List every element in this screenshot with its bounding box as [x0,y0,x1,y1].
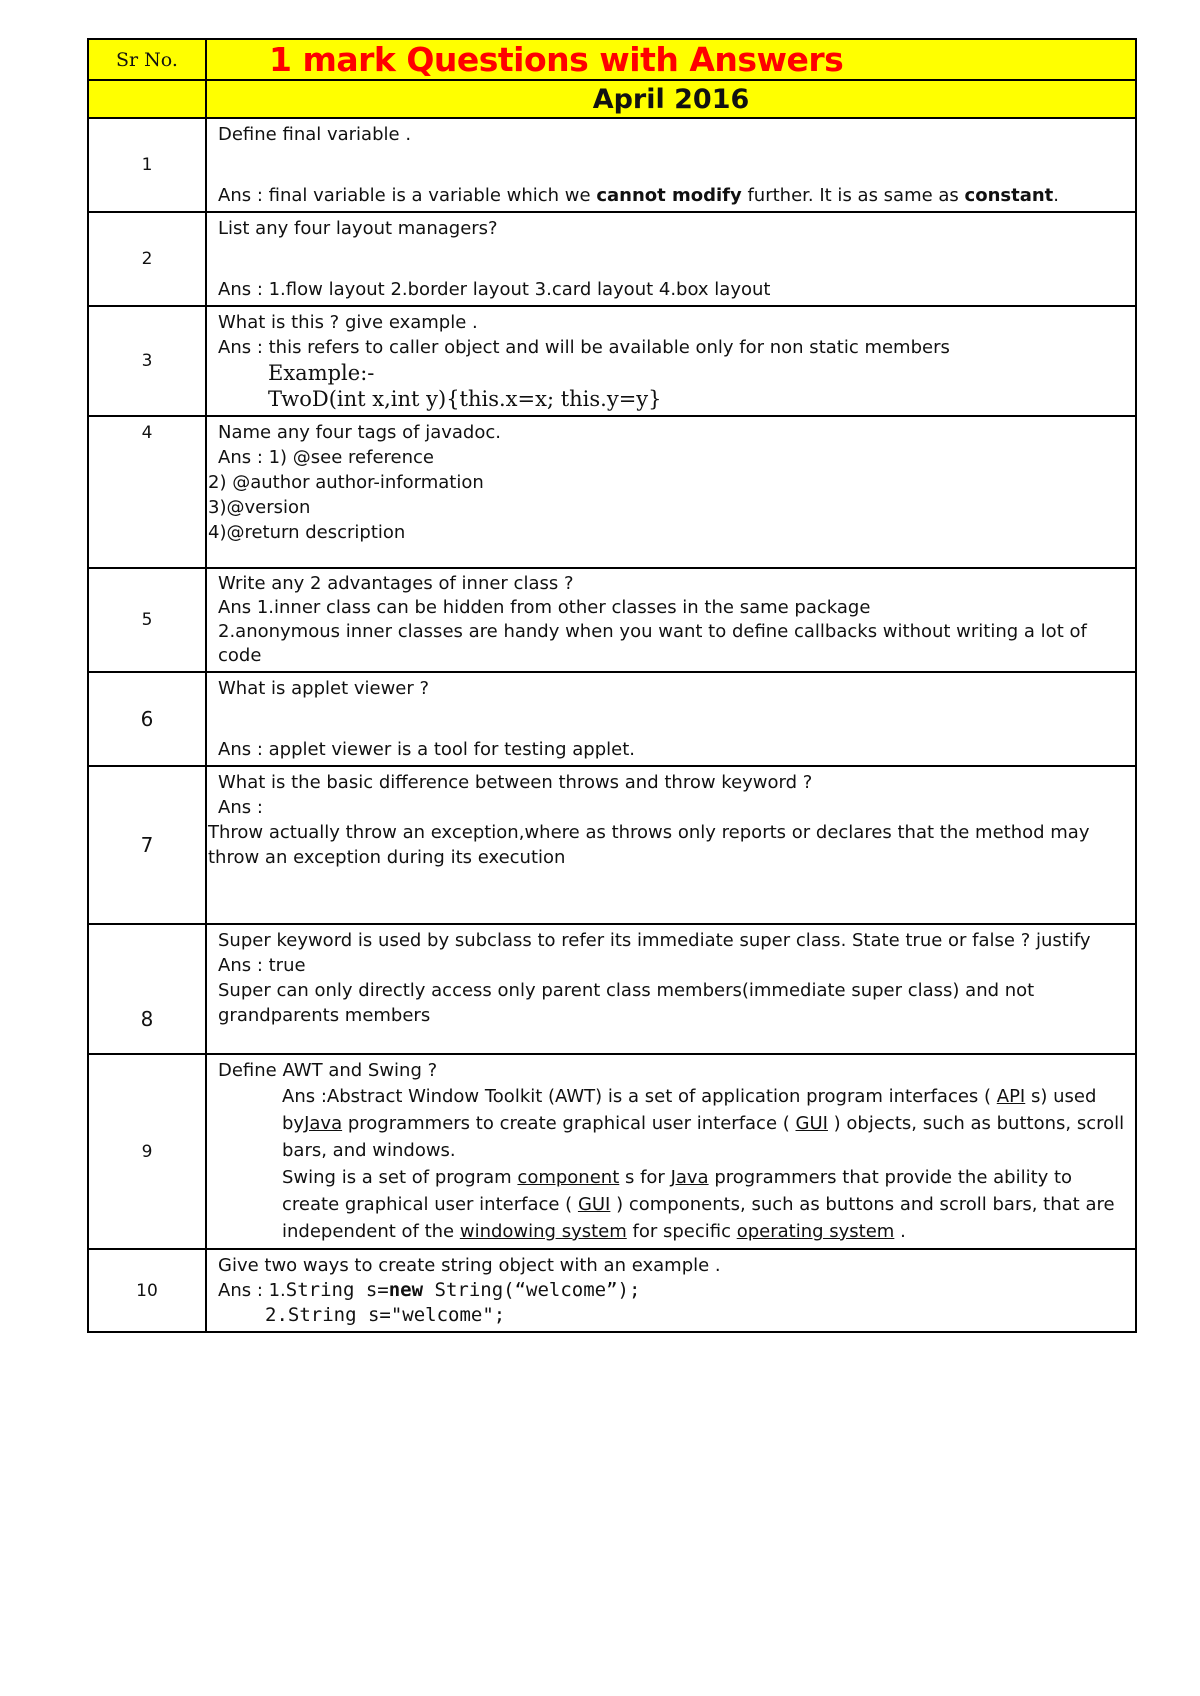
table-row [88,118,1136,212]
table-row [88,1054,1136,1249]
link-gui[interactable]: GUI [795,1113,828,1134]
row-number: 3 [88,306,206,416]
page-title: 1 mark Questions with Answers [206,39,1136,80]
table-row [88,672,1136,766]
srno-header-blank [88,80,206,118]
answer-line: Ans 1.inner class can be hidden from other classes in the same package [218,597,871,618]
question-text: What is applet viewer ? [218,678,430,699]
table-row [88,306,1136,416]
answer-text: Ans : final variable is a variable which we cannot modify further. It is as same as constant. [218,185,1060,206]
answer-line: 2.anonymous inner classes are handy when you want to define callbacks without writing a lot of code [218,621,1087,666]
question-text: Write any 2 advantages of inner class ? [218,573,574,594]
question-cell [206,118,1136,212]
row-number: 10 [88,1249,206,1332]
link-api[interactable]: API [996,1086,1026,1107]
link-operating-system[interactable]: operating system [736,1221,895,1242]
table-row [88,924,1136,1054]
example-label: Example:- [268,361,375,385]
row-number: 6 [88,672,206,766]
page-subtitle: April 2016 [206,80,1136,118]
row-number: 4 [88,416,206,568]
link-java[interactable]: Java [670,1167,709,1188]
question-text: What is this ? give example . [218,312,478,333]
answer-line: Throw actually throw an exception,where as throws only reports or declares that the method may throw an exception during its execution [208,822,1090,868]
row-number: 8 [88,924,206,1054]
answer-label: Ans : [218,797,263,818]
answer-text: Ans : this refers to caller object and will be available only for non static members [218,337,950,358]
row-number: 1 [88,118,206,212]
table-row [88,212,1136,306]
table-row [88,568,1136,672]
question-text: Define AWT and Swing ? [218,1060,438,1081]
header-row [88,39,1136,80]
answer-line: 2.String s="welcome"; [265,1304,506,1326]
answer-line: Ans : 1) @see reference [218,447,434,468]
answer-line: 3)@version [208,497,311,518]
link-component[interactable]: component [517,1167,620,1188]
question-text: Name any four tags of javadoc. [218,422,501,443]
question-cell [206,766,1136,924]
row-number: 5 [88,568,206,672]
link-java[interactable]: Java [304,1113,343,1134]
answer-label: Ans : true [218,955,306,976]
questions-table [87,38,1137,1333]
question-text: Super keyword is used by subclass to refer its immediate super class. State true or false ? justify [218,930,1091,951]
question-cell [206,416,1136,568]
answer-line: Super can only directly access only parent class members(immediate super class) and not grandparents members [218,980,1035,1026]
question-cell [206,306,1136,416]
answer-line: 2) @author author-information [208,472,484,493]
question-cell [206,568,1136,672]
row-number: 2 [88,212,206,306]
answer-line: 4)@return description [208,522,406,543]
row-number: 9 [88,1054,206,1249]
awt-paragraph: Ans :Abstract Window Toolkit (AWT) is a set of application program interfaces ( API s) used byJava programmers to create graphical user interface ( GUI ) objects, such as buttons, scroll bars, and windows. [282,1086,1125,1161]
link-windowing-system[interactable]: windowing system [459,1221,627,1242]
link-gui[interactable]: GUI [577,1194,611,1215]
srno-header: Sr No. [88,39,206,80]
swing-paragraph: Swing is a set of program component s for Java programmers that provide the ability to create graphical user interface ( GUI ) components, such as buttons and scroll bars, that are independent of the windowing system for specific operating system . [282,1167,1115,1242]
question-cell [206,924,1136,1054]
example-code: TwoD(int x,int y){this.x=x; this.y=y} [268,387,662,411]
question-text: Give two ways to create string object with an example . [218,1255,721,1276]
subheader-row [88,80,1136,118]
answer-line: Ans : 1.String s=new String(“welcome”); [218,1279,641,1301]
question-text: Define final variable . [218,124,412,145]
question-text: What is the basic difference between throws and throw keyword ? [218,772,813,793]
answer-text: Ans : 1.flow layout 2.border layout 3.card layout 4.box layout [218,279,771,300]
question-cell [206,672,1136,766]
table-row [88,766,1136,924]
row-number: 7 [88,766,206,924]
question-cell [206,1054,1136,1249]
question-text: List any four layout managers? [218,218,498,239]
answer-text: Ans : applet viewer is a tool for testing applet. [218,739,635,760]
question-cell [206,1249,1136,1332]
table-row [88,1249,1136,1332]
question-cell [206,212,1136,306]
table-row [88,416,1136,568]
